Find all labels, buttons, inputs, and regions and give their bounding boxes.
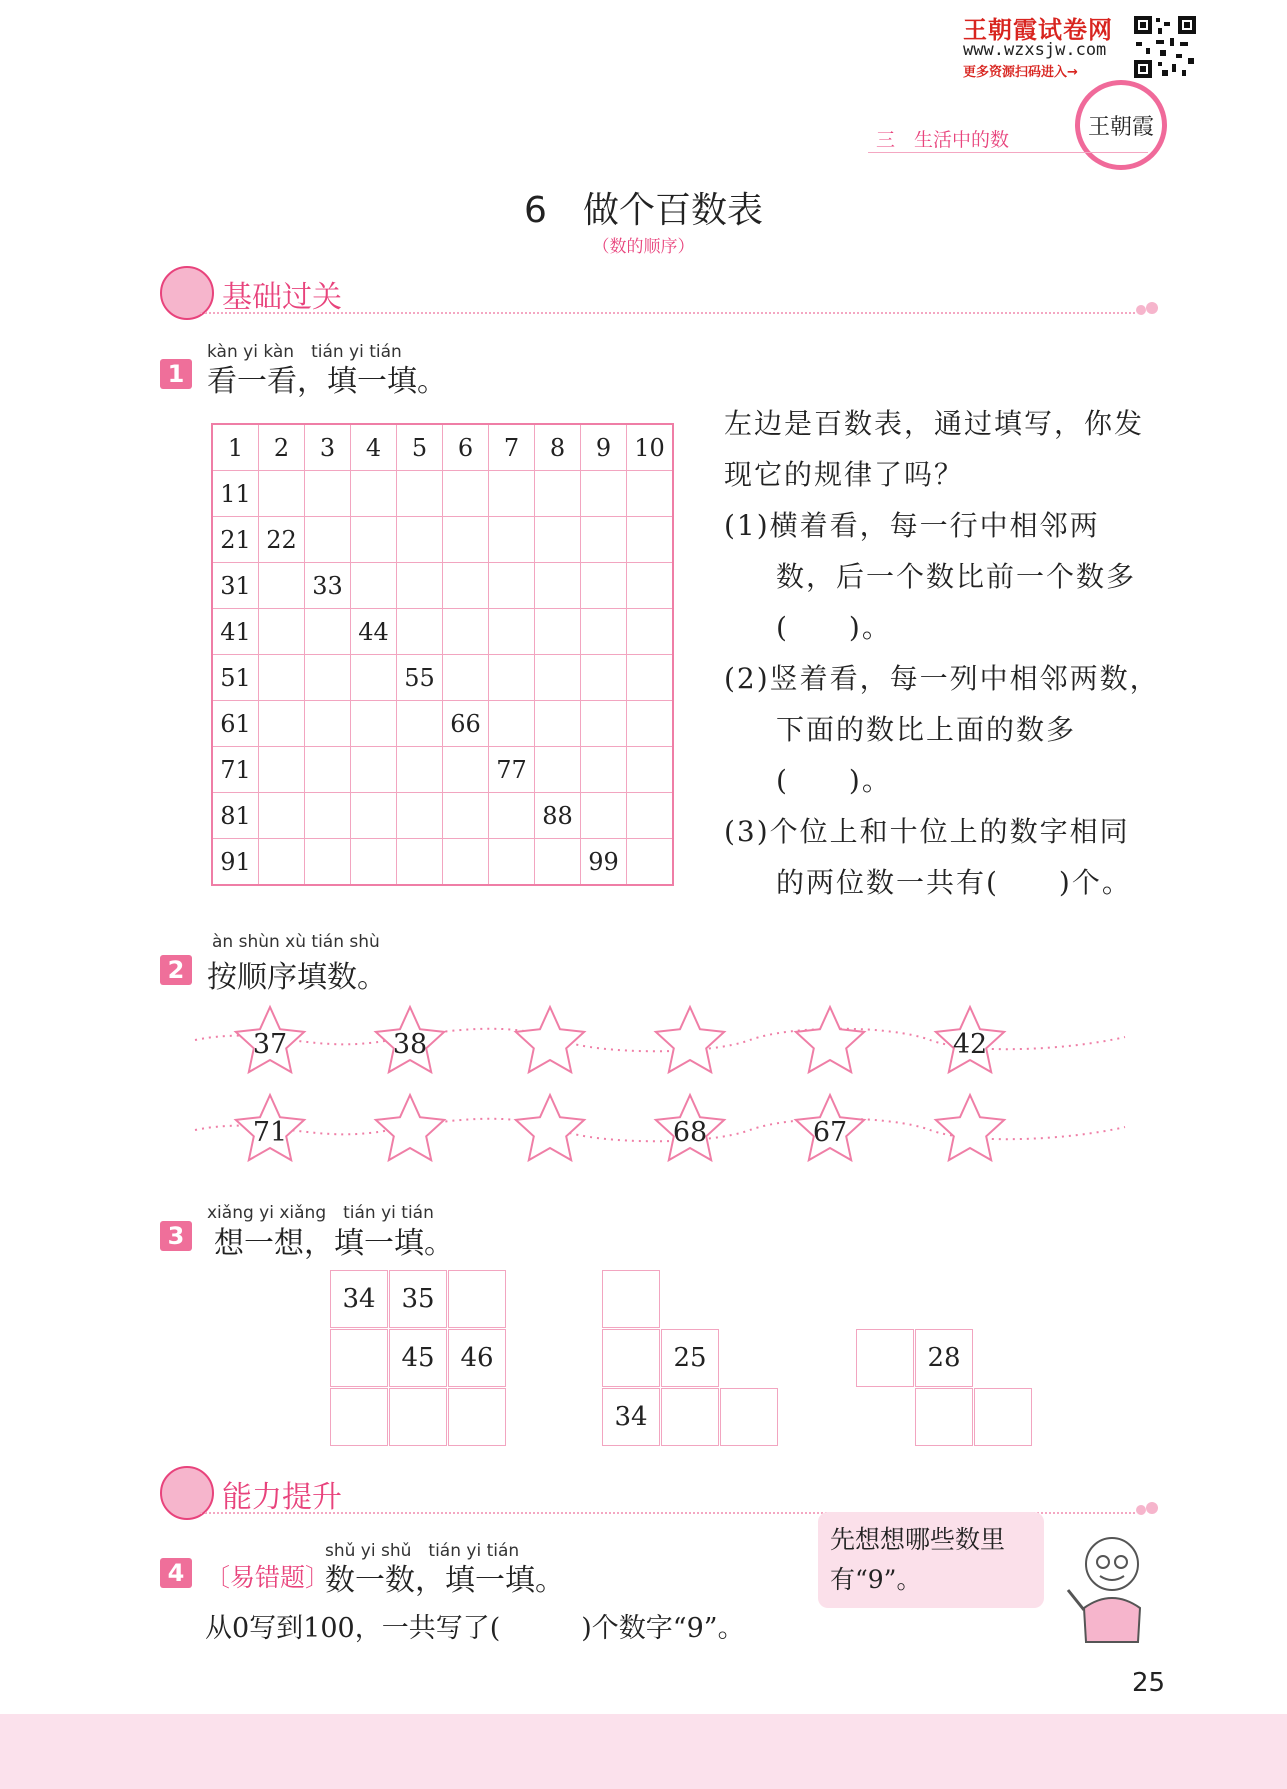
chart-blank-cell[interactable] [397,609,443,655]
chart-blank-cell[interactable] [397,747,443,793]
star-number: 38 [392,1029,428,1060]
chart-blank-cell[interactable] [351,471,397,517]
chart-blank-cell[interactable] [397,517,443,563]
chart-cell: 81 [212,793,259,839]
chart-cell: 31 [212,563,259,609]
chart-blank-cell[interactable] [535,655,581,701]
chart-blank-cell[interactable] [443,517,489,563]
q1-number: 1 [160,359,192,389]
chart-row [212,609,673,655]
chart-row [212,655,673,701]
chart-blank-cell[interactable] [259,563,305,609]
chart-blank-cell[interactable] [627,517,674,563]
q1-part1-line2: 数，后一个数比前一个数多 [776,560,1137,593]
q1-intro-line2: 现它的规律了吗？ [724,458,965,491]
chart-blank-cell[interactable] [489,701,535,747]
chart-blank-cell[interactable] [627,747,674,793]
chart-blank-cell[interactable] [581,563,627,609]
star-shape [516,1007,584,1072]
chart-blank-cell[interactable] [581,471,627,517]
brand-name: 王朝霞试卷网 [963,16,1113,44]
chart-blank-cell[interactable] [443,793,489,839]
hint-bubble [818,1512,1044,1608]
q1-part1-line1: (1)横着看，每一行中相邻两 [724,509,1100,542]
chart-blank-cell[interactable] [489,471,535,517]
chart-blank-cell[interactable] [351,655,397,701]
star-shape [796,1007,864,1072]
more-resources: 更多资源扫码进入→ [963,65,1078,80]
chart-blank-cell[interactable] [259,609,305,655]
chart-blank-cell[interactable] [489,655,535,701]
grid-blank-cell[interactable] [856,1329,914,1387]
chart-row [212,517,673,563]
chart-cell: 10 [627,424,674,471]
chart-blank-cell[interactable] [535,563,581,609]
chart-blank-cell[interactable] [627,793,674,839]
chart-cell: 7 [489,424,535,471]
section-title-basic: 基础过关 [222,280,342,315]
chart-blank-cell[interactable] [259,747,305,793]
chart-cell: 8 [535,424,581,471]
grid-blank-cell[interactable] [330,1388,388,1446]
chart-blank-cell[interactable] [351,747,397,793]
grid-blank-cell[interactable] [602,1270,660,1328]
chart-blank-cell[interactable] [489,793,535,839]
q3-text: 想一想，填一填。 [214,1226,454,1261]
chart-blank-cell[interactable] [351,793,397,839]
chart-cell: 5 [397,424,443,471]
q1-part2-line2: 下面的数比上面的数多 [776,713,1077,746]
star-number: 68 [672,1117,708,1148]
brand-url[interactable]: www.wzxsjw.com [963,40,1107,60]
chart-cell: 21 [212,517,259,563]
chart-blank-cell[interactable] [305,747,351,793]
chart-blank-cell[interactable] [535,517,581,563]
chart-blank-cell[interactable] [627,655,674,701]
chart-blank-cell[interactable] [397,701,443,747]
grid-cell: 45 [389,1329,447,1387]
q2-number: 2 [160,955,192,985]
grid-blank-cell[interactable] [389,1388,447,1446]
q4-tag: 〔易错题〕 [205,1563,331,1592]
chart-blank-cell[interactable] [397,793,443,839]
q1-pinyin: kàn yi kàn tián yi tián [207,342,402,362]
q1-part3-answer[interactable]: 的两位数一共有( )个。 [776,866,1132,899]
chart-blank-cell[interactable] [259,471,305,517]
chart-cell: 6 [443,424,489,471]
chart-row [212,471,673,517]
chart-cell: 22 [259,517,305,563]
grid-blank-cell[interactable] [915,1388,973,1446]
publisher-logo [1075,80,1167,170]
chart-blank-cell[interactable] [397,839,443,886]
chart-cell: 88 [535,793,581,839]
chart-blank-cell[interactable] [443,747,489,793]
hint-line2: 有“9”。 [830,1565,922,1594]
chart-blank-cell[interactable] [535,747,581,793]
chart-blank-cell[interactable] [489,839,535,886]
chart-blank-cell[interactable] [535,839,581,886]
grid-blank-cell[interactable] [720,1388,778,1446]
grid-cell: 46 [448,1329,506,1387]
chart-blank-cell[interactable] [397,563,443,609]
q4-text: 数一数，填一填。 [325,1563,565,1598]
chart-cell: 77 [489,747,535,793]
chart-blank-cell[interactable] [443,655,489,701]
chart-cell: 33 [305,563,351,609]
hundred-chart [211,423,674,886]
chart-blank-cell[interactable] [581,517,627,563]
chart-blank-cell[interactable] [305,701,351,747]
chart-blank-cell[interactable] [351,517,397,563]
chart-cell: 44 [351,609,397,655]
chart-blank-cell[interactable] [443,471,489,517]
chart-blank-cell[interactable] [305,609,351,655]
chart-row [212,793,673,839]
grid-cell: 25 [661,1329,719,1387]
chart-cell: 3 [305,424,351,471]
chart-blank-cell[interactable] [627,563,674,609]
q4-pinyin: shǔ yi shǔ tián yi tián [325,1541,520,1561]
chart-cell: 9 [581,424,627,471]
chart-cell: 71 [212,747,259,793]
section-divider [200,312,1135,314]
grid-blank-cell[interactable] [448,1270,506,1328]
teacher-mascot-icon [1062,1530,1158,1646]
grid-blank-cell[interactable] [661,1388,719,1446]
chart-cell: 66 [443,701,489,747]
grid-blank-cell[interactable] [448,1388,506,1446]
grid-cell: 34 [602,1388,660,1446]
chart-blank-cell[interactable] [535,471,581,517]
star-number: 42 [952,1029,988,1060]
chart-blank-cell[interactable] [489,609,535,655]
star-shape [936,1095,1004,1160]
q3-number: 3 [160,1221,192,1251]
star-number: 37 [252,1029,288,1060]
chart-blank-cell[interactable] [305,655,351,701]
chart-blank-cell[interactable] [627,839,674,886]
chart-blank-cell[interactable] [305,517,351,563]
chart-blank-cell[interactable] [627,609,674,655]
star-number: 67 [812,1117,848,1148]
grid-blank-cell[interactable] [330,1329,388,1387]
chart-blank-cell[interactable] [443,563,489,609]
star-rows [190,995,1140,1175]
q2-pinyin: àn shùn xù tián shù [212,932,380,952]
chart-blank-cell[interactable] [351,839,397,886]
chart-blank-cell[interactable] [397,471,443,517]
chapter-underline [868,152,1148,153]
chart-blank-cell[interactable] [259,701,305,747]
lesson-title: 6 做个百数表 [524,190,763,231]
q1-intro-line1: 左边是百数表，通过填写，你发 [724,407,1145,440]
chart-blank-cell[interactable] [305,793,351,839]
chart-cell: 1 [212,424,259,471]
chart-row [212,839,673,886]
dots-icon [1135,298,1160,320]
grid-cell: 35 [389,1270,447,1328]
chart-blank-cell[interactable] [581,609,627,655]
chart-blank-cell[interactable] [535,609,581,655]
grid-blank-cell[interactable] [602,1329,660,1387]
chart-cell: 91 [212,839,259,886]
chart-blank-cell[interactable] [305,471,351,517]
chart-blank-cell[interactable] [443,609,489,655]
chart-cell: 2 [259,424,305,471]
q1-part1-answer[interactable]: ( )。 [776,611,892,644]
chart-row [212,563,673,609]
q1-part2-answer[interactable]: ( )。 [776,764,892,797]
chart-blank-cell[interactable] [259,655,305,701]
logo-text: 王朝霞 [1087,114,1154,140]
chart-blank-cell[interactable] [351,563,397,609]
star-shape [516,1095,584,1160]
chart-blank-cell[interactable] [259,793,305,839]
chart-blank-cell[interactable] [627,701,674,747]
chart-blank-cell[interactable] [581,747,627,793]
chapter-label: 三 生活中的数 [876,129,1010,151]
grid-cell: 28 [915,1329,973,1387]
chart-row [212,747,673,793]
chart-blank-cell[interactable] [581,701,627,747]
q1-part2-line1: (2)竖着看，每一列中相邻两数， [724,662,1160,695]
chart-blank-cell[interactable] [351,701,397,747]
chart-blank-cell[interactable] [627,471,674,517]
q4-number: 4 [160,1558,192,1588]
lesson-subtitle: （数的顺序） [592,237,695,257]
hint-line1: 先想想哪些数里 [830,1525,1006,1554]
chart-cell: 55 [397,655,443,701]
chart-blank-cell[interactable] [489,563,535,609]
q1-text: 看一看，填一填。 [207,364,447,399]
grid-cell: 34 [330,1270,388,1328]
chart-cell: 41 [212,609,259,655]
star-number: 71 [252,1117,288,1148]
chart-blank-cell[interactable] [581,793,627,839]
star-shape [656,1007,724,1072]
chart-cell: 99 [581,839,627,886]
qr-code-icon[interactable] [1132,14,1198,80]
chart-blank-cell[interactable] [535,701,581,747]
q2-text: 按顺序填数。 [207,960,387,995]
star-shape [376,1095,444,1160]
chart-cell: 4 [351,424,397,471]
chart-row [212,701,673,747]
q1-part3-line1: (3)个位上和十位上的数字相同 [724,815,1130,848]
chart-cell: 11 [212,471,259,517]
chart-blank-cell[interactable] [581,655,627,701]
chart-row [212,424,673,471]
q4-question-line[interactable]: 从0写到100，一共写了( )个数字“9”。 [205,1613,745,1644]
chart-blank-cell[interactable] [259,839,305,886]
chart-cell: 51 [212,655,259,701]
chart-blank-cell[interactable] [305,839,351,886]
q3-pinyin: xiǎng yi xiǎng tián yi tián [207,1203,434,1223]
footer-band [0,1714,1287,1789]
chart-blank-cell[interactable] [443,839,489,886]
q1-questions [724,398,1164,908]
page-number: 25 [1132,1668,1166,1698]
chart-cell: 61 [212,701,259,747]
chart-blank-cell[interactable] [489,517,535,563]
grid-blank-cell[interactable] [974,1388,1032,1446]
section-title-advanced: 能力提升 [222,1480,342,1515]
dots-icon [1135,1498,1160,1520]
